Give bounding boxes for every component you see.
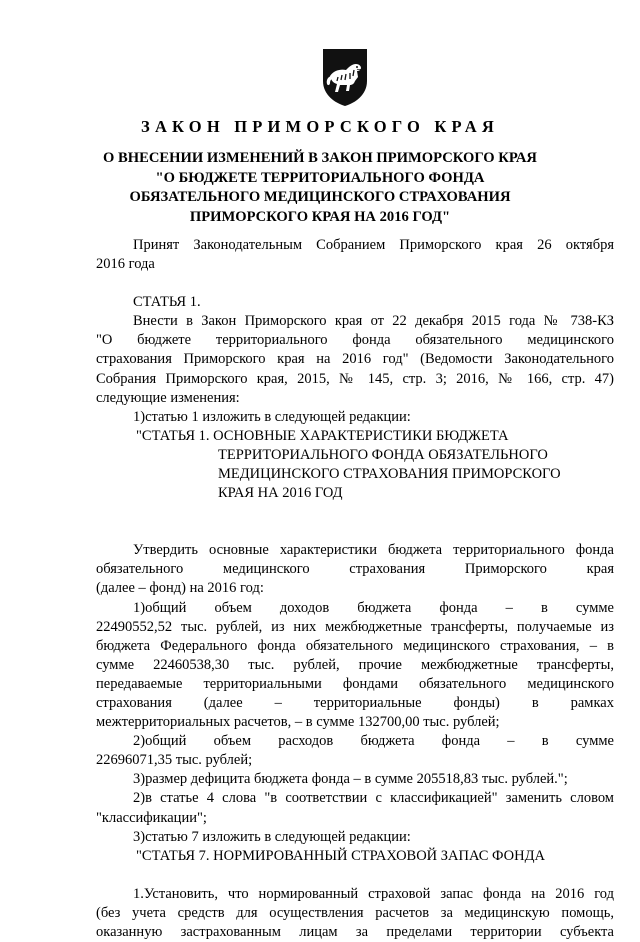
new-article-heading-line: "СТАТЬЯ 1. ОСНОВНЫЕ ХАРАКТЕРИСТИКИ БЮДЖЕТА (136, 427, 509, 444)
subtitle-line: О ВНЕСЕНИИ ИЗМЕНЕНИЙ В ЗАКОН ПРИМОРСКОГО КРАЯ (103, 150, 537, 166)
intro-line: следующие изменения: (96, 389, 240, 406)
law-body (96, 236, 614, 942)
approve-line: Утвердить основные характеристики бюджета территориального фонда (133, 542, 614, 559)
subtitle-line: "О БЮДЖЕТЕ ТЕРРИТОРИАЛЬНОГО ФОНДА (155, 169, 485, 186)
coat-of-arms-icon (321, 47, 369, 107)
income-line: 1)общий объем доходов бюджета фонда – в сумме (133, 599, 614, 616)
reserve-line: (без учета средств для осуществления расчетов за медицинскую помощь, (96, 904, 614, 921)
expense-line: 2)общий объем расходов бюджета фонда – в сумме (133, 733, 614, 750)
income-line: 22490552,52 тыс. рублей, из них межбюджетные трансферты, получаемые из (96, 618, 614, 635)
amendment-item: 2)в статье 4 слова "в соответствии с классификацией" заменить словом (133, 790, 614, 807)
intro-line: Собрания Приморского края, 2015, № 145, стр. 3; 2016, № 166, стр. 47) (96, 370, 614, 387)
adoption-line: 2016 года (96, 256, 155, 273)
intro-line: страхования Приморского края на 2016 год" (Ведомости Законодательного (96, 351, 614, 368)
income-line: страхования (далее – территориальные фонды) в рамках (96, 694, 614, 711)
new-article-heading-line: ТЕРРИТОРИАЛЬНОГО ФОНДА ОБЯЗАТЕЛЬНОГО (218, 446, 548, 463)
new-article-heading-line: КРАЯ НА 2016 ГОД (218, 485, 343, 502)
new-article-heading-line: МЕДИЦИНСКОГО СТРАХОВАНИЯ ПРИМОРСКОГО (218, 466, 561, 483)
income-line: передаваемые территориальными фондами обязательного медицинского (96, 675, 614, 692)
amendment-item: "классификации"; (96, 809, 207, 826)
new-article-1-heading (96, 427, 614, 503)
income-line: бюджета Федерального фонда обязательного медицинского страхования, – в (96, 637, 614, 654)
expense-line: 22696071,35 тыс. рублей; (96, 752, 253, 769)
reserve-line: 1.Установить, что нормированный страховой запас фонда на 2016 год (133, 885, 614, 902)
income-line: межтерриториальных расчетов, – в сумме 132700,00 тыс. рублей; (96, 714, 500, 731)
reserve-line: оказанную застрахованным лицам за пределами территории субъекта (96, 924, 614, 940)
intro-line: Внести в Закон Приморского края от 22 декабря 2015 года № 738-КЗ (133, 313, 614, 330)
income-line: сумме 22460538,30 тыс. рублей, прочие межбюджетные трансферты, (96, 656, 614, 673)
approve-line: обязательного медицинского страхования Приморского края (96, 561, 614, 578)
deficit-line: 3)размер дефицита бюджета фонда – в сумме 205518,83 тыс. рублей."; (133, 771, 568, 788)
adoption-line: Принят Законодательным Собранием Приморского края 26 октября (133, 237, 614, 253)
amendment-item: 1)статью 1 изложить в следующей редакции: (133, 408, 411, 425)
intro-line: "О бюджете территориального фонда обязательного медицинского (96, 332, 614, 349)
law-title: ЗАКОН ПРИМОРСКОГО КРАЯ (141, 117, 499, 136)
approve-line: (далее – фонд) на 2016 год: (96, 580, 264, 597)
subtitle-line: ОБЯЗАТЕЛЬНОГО МЕДИЦИНСКОГО СТРАХОВАНИЯ (129, 189, 511, 205)
subtitle-line: ПРИМОРСКОГО КРАЯ НА 2016 ГОД" (189, 208, 451, 225)
law-subtitle (0, 149, 640, 227)
new-article-7-heading: "СТАТЬЯ 7. НОРМИРОВАННЫЙ СТРАХОВОЙ ЗАПАС ФОНДА (136, 847, 545, 864)
amendment-item: 3)статью 7 изложить в следующей редакции: (133, 828, 411, 845)
article-1-heading: СТАТЬЯ 1. (133, 294, 201, 311)
